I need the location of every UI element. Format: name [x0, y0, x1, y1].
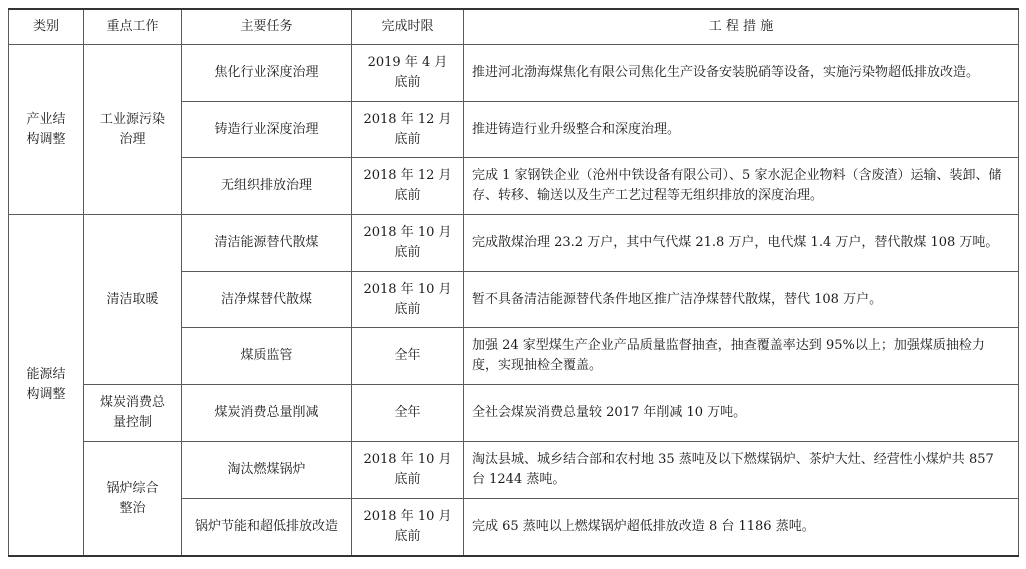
deadline-cell — [352, 442, 464, 499]
key-work-line: 清洁取暖 — [106, 291, 159, 307]
deadline-line: 底前 — [394, 472, 421, 487]
key-work-line: 煤炭消费总 — [99, 395, 165, 410]
deadline-line: 全年 — [394, 348, 421, 363]
category-cell — [9, 215, 84, 557]
deadline-line: 底前 — [394, 75, 421, 90]
category-line: 构调整 — [26, 131, 66, 147]
table-row — [9, 385, 1019, 442]
main-task-cell: 煤炭消费总量削减 — [182, 385, 352, 442]
deadline-line: 2018 年 10 月 — [363, 452, 452, 467]
category-line: 产业结 — [26, 111, 66, 127]
measure-cell: 完成 1 家钢铁企业（沧州中铁设备有限公司）、5 家水泥企业物料（含废渣）运输、装卸、储存、转移、输送以及生产工艺过程等无组织排放的深度治理。 — [464, 158, 1019, 215]
key-work-line: 锅炉综合 — [106, 480, 159, 496]
key-work-line: 工业源污染 — [99, 111, 165, 127]
deadline-line: 2019 年 4 月 — [367, 55, 448, 70]
deadline-line: 全年 — [394, 405, 421, 420]
deadline-line: 2018 年 12 月 — [363, 168, 452, 183]
header-measures: 工 程 措 施 — [464, 9, 1019, 45]
measure-cell: 加强 24 家型煤生产企业产品质量监督抽查，抽查覆盖率达到 95%以上；加强煤质抽检力度，实现抽检全覆盖。 — [464, 328, 1019, 385]
key-work-line: 治理 — [119, 131, 146, 147]
deadline-line: 底前 — [394, 188, 421, 203]
header-deadline: 完成时限 — [352, 9, 464, 45]
table-header-row — [9, 9, 1019, 45]
key-work-cell — [84, 442, 182, 557]
measure-cell: 推进河北渤海煤焦化有限公司焦化生产设备安装脱硝等设备，实施污染物超低排放改造。 — [464, 45, 1019, 102]
measure-cell: 完成散煤治理 23.2 万户，其中气代煤 21.8 万户，电代煤 1.4 万户，替代散煤 108 万吨。 — [464, 215, 1019, 272]
main-task-cell: 煤质监管 — [182, 328, 352, 385]
main-task-cell: 洁净煤替代散煤 — [182, 272, 352, 328]
deadline-cell — [352, 45, 464, 102]
key-work-line: 整治 — [119, 500, 146, 516]
document-table-wrapper — [8, 8, 1019, 557]
deadline-cell — [352, 102, 464, 158]
deadline-line: 2018 年 10 月 — [363, 509, 452, 524]
key-work-line: 量控制 — [112, 415, 152, 430]
measures-table — [8, 8, 1019, 557]
main-task-cell: 无组织排放治理 — [182, 158, 352, 215]
main-task-cell: 锅炉节能和超低排放改造 — [182, 499, 352, 557]
measure-cell: 淘汰县城、城乡结合部和农村地 35 蒸吨及以下燃煤锅炉、茶炉大灶、经营性小煤炉共 857 台 1244 蒸吨。 — [464, 442, 1019, 499]
measure-cell: 推进铸造行业升级整合和深度治理。 — [464, 102, 1019, 158]
table-row — [9, 442, 1019, 499]
deadline-cell — [352, 158, 464, 215]
header-key-work: 重点工作 — [84, 9, 182, 45]
main-task-cell: 焦化行业深度治理 — [182, 45, 352, 102]
deadline-line: 2018 年 10 月 — [363, 281, 452, 297]
main-task-cell: 清洁能源替代散煤 — [182, 215, 352, 272]
deadline-line: 底前 — [394, 245, 421, 260]
category-line: 能源结 — [26, 367, 66, 382]
deadline-cell — [352, 272, 464, 328]
main-task-cell: 淘汰燃煤锅炉 — [182, 442, 352, 499]
key-work-cell — [84, 385, 182, 442]
deadline-cell — [352, 215, 464, 272]
deadline-line: 2018 年 10 月 — [363, 225, 452, 240]
deadline-line: 底前 — [394, 529, 421, 544]
deadline-cell — [352, 328, 464, 385]
main-task-cell: 铸造行业深度治理 — [182, 102, 352, 158]
table-row — [9, 45, 1019, 102]
header-main-task: 主要任务 — [182, 9, 352, 45]
deadline-line: 底前 — [394, 131, 421, 147]
key-work-cell — [84, 215, 182, 385]
measure-cell: 全社会煤炭消费总量较 2017 年削减 10 万吨。 — [464, 385, 1019, 442]
deadline-line: 2018 年 12 月 — [363, 111, 452, 127]
deadline-cell — [352, 499, 464, 557]
category-cell — [9, 45, 84, 215]
measure-cell: 完成 65 蒸吨以上燃煤锅炉超低排放改造 8 台 1186 蒸吨。 — [464, 499, 1019, 557]
table-row — [9, 215, 1019, 272]
deadline-cell — [352, 385, 464, 442]
measure-cell: 暂不具备清洁能源替代条件地区推广洁净煤替代散煤，替代 108 万户。 — [464, 272, 1019, 328]
header-category: 类别 — [9, 9, 84, 45]
deadline-line: 底前 — [394, 301, 421, 317]
category-line: 构调整 — [26, 387, 66, 402]
key-work-cell — [84, 45, 182, 215]
